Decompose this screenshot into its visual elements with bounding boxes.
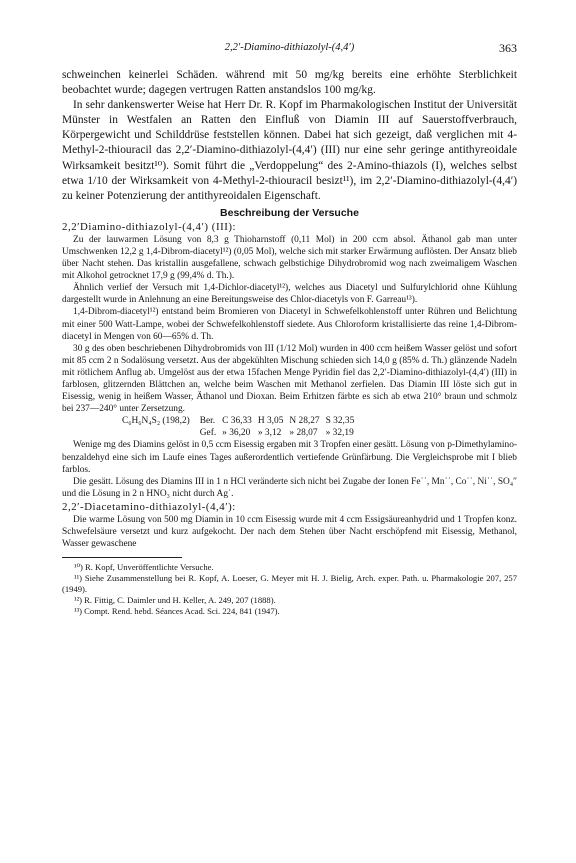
page: [62, 42, 517, 617]
analysis-cell: » 32,19: [325, 428, 354, 439]
analysis-cell: H 3,05: [257, 416, 284, 427]
elemental-analysis: [62, 415, 360, 439]
footnote: ¹²) R. Fittig, C. Daimler und H. Keller, A. 249, 207 (1888).: [74, 595, 276, 606]
analysis-cell: » 3,12: [257, 428, 282, 439]
experimental-paragraph: Die warme Lösung von 500 mg Diamin in 10 ccm Eisessig wurde mit 4 ccm Essigsäureanhydrid und 1 Tropfen konz. Schwefelsäure versetzt und kurz aufgekocht. Der nach dem Stehen über Nacht erschöpfend mit Eisessig, Methanol, Wasser gewaschene: [62, 514, 517, 550]
footnote-divider: [62, 557, 182, 558]
body-paragraph: In sehr dankenswerter Weise hat Herr Dr. R. Kopf im Pharmakologischen Institut der Universität Münster in Westfalen an Ratten den Einfluß von Diamin III auf Sauerstoffverbrauch, Körpergewicht und Schilddrüse feststellen können. Dabei hat sich gezeigt, daß verglichen mit 4-Methyl-2-thiouracil das 2,2′-Diamino-dithiazolyl-(4,4′) (III) nur eine sehr geringe antithyreoidale Wirksamkeit besitzt¹⁰). Somit führt die „Verdoppelung“ des 2-Amino-thiazols (I), welches selbst etwa 1/10 der Wirksamkeit von 4-Methyl-2-thiouracil besizt¹¹), im 2,2′-Diamino-dithiazolyl-(4,4′) zu keiner Potenzierung der antithyreoidalen Eigenschaft.: [62, 99, 517, 202]
analysis-cell: Gef.: [199, 428, 217, 439]
page-number: 363: [499, 41, 517, 55]
analysis-cell: N 28,27: [289, 416, 320, 427]
analysis-cell: Ber.: [199, 416, 216, 427]
running-title: 2,2′-Diamino-dithiazolyl-(4,4′): [224, 42, 355, 53]
compound-subheading: 2,2′-Diacetamino-dithiazolyl-(4,4′):: [62, 500, 236, 513]
compound-subheading: 2,2′Diamino-dithiazolyl-(4,4′) (III):: [62, 220, 237, 233]
experimental-paragraph: 30 g des oben beschriebenen Dihydrobromids von III (1/12 Mol) wurden in 400 ccm heißem Wasser gelöst und sofort mit 85 ccm 2 n Sodalösung versetzt. Aus der abgekühlten Mischung schieden sich 14,0 g (85% d. Th.) glänzende Nadeln mit rötlichem Anflug ab. Umgelöst aus der etwa 15fachen Menge Pyridin fiel das 2,2′-Diamino-dithiazolyl-(4,4′) (III) in farblosen, glitzernden Blättchen an, welche beim Waschen mit Methanol zerfielen. Das Diamin III löste sich gut in Eisessig, wenig in heißem Wasser, Äthanol und Dioxan. Beim Erhitzen färbte es sich ab etwa 210° braun und schmolz bei 237—240° unter Zersetzung.: [62, 343, 517, 415]
experimental-paragraph: 1,4-Dibrom-diacetyl¹²) entstand beim Bromieren von Diacetyl in Schwefelkohlenstoff unter Rühren und Belichtung mit einer 500 Watt-Lampe, wobei der Schwefelkohlenstoff siedete. Aus Chloroform kristallisierte das reine 1,4-Dibrom-diacetyl in Mengen von 60—65% d. Th.: [62, 307, 517, 342]
analysis-cell: S 32,35: [325, 416, 355, 427]
footnote: ¹³) Compt. Rend. hebd. Séances Acad. Sci. 224, 841 (1947).: [74, 606, 280, 617]
molecular-formula: C₆H₆N₄S₂ (198,2): [122, 416, 190, 427]
section-heading: Beschreibung der Versuche: [220, 206, 359, 219]
analysis-cell: » 28,07: [289, 428, 318, 439]
body-paragraph: schweinchen keinerlei Schäden. während mit 50 mg/kg bereits eine erhöhte Sterblichkeit beobachtet wurde; dagegen vertrugen Ratten anstandslos 100 mg/kg.: [62, 69, 517, 97]
experimental-paragraph: Ähnlich verlief der Versuch mit 1,4-Dichlor-diacetyl¹²), welches aus Diacetyl und Sulfurylchlorid ohne Kühlung dargestellt wurde in Anlehnung an eine Bereitungsweise des Chlor-diacetyls von F. Garreau¹³).: [62, 283, 517, 306]
experimental-paragraph: Zu der lauwarmen Lösung von 8,3 g Thioharnstoff (0,11 Mol) in 200 ccm absol. Äthanol gab man unter Umschwenken 12,2 g 1,4-Dibrom-diacetyl¹²) (0,05 Mol), welche sich mit starker Erwärmung auflösten. Der Ansatz blieb über Nacht stehen. Das kristallin ausgefallene, schwach gelbstichige Dihydrobromid wog nach zweimaligem Waschen mit Alkohol getrocknet 17,9 g (99,4% d. Th.).: [62, 234, 517, 282]
experimental-paragraph: Wenige mg des Diamins gelöst in 0,5 ccm Eisessig ergaben mit 3 Tropfen einer gesätt. Lösung von p-Dimethylamino-benzaldehyd eine sich im Laufe eines Tages außerordentlich vertiefende Grünfärbung. Die Vergleichsprobe mit I blieb farblos.: [62, 440, 517, 475]
analysis-cell: » 36,20: [222, 428, 251, 439]
experimental-paragraph: Die gesätt. Lösung des Diamins III in 1 n HCl veränderte sich nicht bei Zugabe der Ionen Fe˙˙, Mn˙˙, Co˙˙, Ni˙˙, SO₄″ und die Lösung in 2 n HNO₃ nicht durch Ag˙.: [62, 476, 517, 499]
main-text: [62, 68, 517, 204]
footnote: ¹¹) Siehe Zusammenstellung bei R. Kopf, A. Loeser, G. Meyer mit H. J. Bielig, Arch. exper. Path. u. Pharmakologie 207, 257 (1949).: [62, 573, 517, 595]
analysis-cell: C 36,33: [222, 416, 252, 427]
footnote: ¹⁰) R. Kopf, Unveröffentlichte Versuche.: [74, 562, 214, 573]
running-header: [62, 42, 517, 58]
